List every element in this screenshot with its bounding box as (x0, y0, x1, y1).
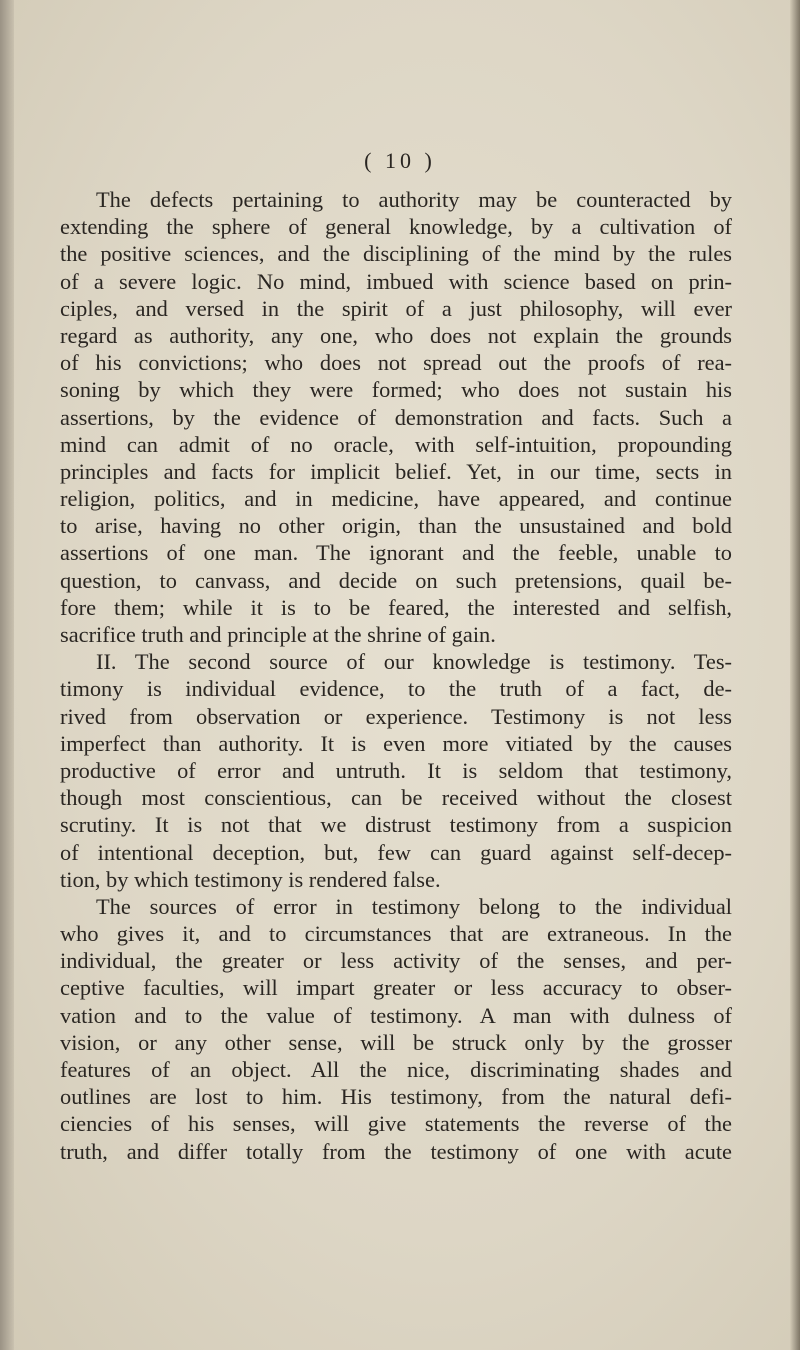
text-line: II. The second source of our knowledge is testimony. Tes- (96, 649, 732, 675)
page-gutter-shadow (0, 0, 14, 1350)
text-line: features of an object. All the nice, discriminating shades and (60, 1057, 732, 1082)
text-line: individual, the greater or less activity of the senses, and per- (60, 948, 732, 974)
page-number: ( 10 ) (364, 148, 436, 173)
text-line: imperfect than authority. It is even more vitiated by the causes (60, 730, 732, 756)
text-line: outlines are lost to him. His testimony, from the natural defi- (60, 1084, 732, 1110)
page-edge-shadow (790, 0, 800, 1350)
text-line: of his convictions; who does not spread out the proofs of rea- (60, 350, 732, 376)
text-line: religion, politics, and in medicine, have appeared, and continue (60, 486, 732, 512)
text-line: vision, or any other sense, will be struck only by the grosser (60, 1029, 732, 1055)
text-line: sacrifice truth and principle at the shrine of gain. (60, 622, 496, 647)
text-line: truth, and differ totally from the testimony of one with acute (60, 1138, 732, 1164)
text-line: tion, by which testimony is rendered false. (60, 866, 441, 892)
text-line: soning by which they were formed; who does not sustain his (60, 377, 732, 403)
text-line: extending the sphere of general knowledge, by a cultivation of (60, 214, 732, 240)
text-line: regard as authority, any one, who does not explain the grounds (60, 322, 732, 348)
text-line: the positive sciences, and the disciplining of the mind by the rules (60, 241, 732, 267)
text-line: to arise, having no other origin, than the unsustained and bold (60, 513, 732, 539)
text-line: The defects pertaining to authority may be counteracted by (96, 187, 732, 212)
text-line: assertions of one man. The ignorant and the feeble, unable to (60, 540, 732, 566)
text-line: of intentional deception, but, few can guard against self-decep- (60, 839, 732, 865)
text-line: vation and to the value of testimony. A man with dulness of (60, 1002, 732, 1028)
text-line: ceptive faculties, will impart greater or less accuracy to obser- (60, 975, 732, 1001)
text-line: scrutiny. It is not that we distrust testimony from a suspicion (60, 812, 732, 838)
text-line: fore them; while it is to be feared, the interested and selfish, (60, 594, 732, 620)
text-line: ciples, and versed in the spirit of a just philosophy, will ever (60, 295, 732, 321)
text-line: timony is individual evidence, to the truth of a fact, de- (60, 676, 732, 702)
text-line: mind can admit of no oracle, with self-intuition, propounding (60, 431, 732, 457)
text-line: rived from observation or experience. Testimony is not less (60, 703, 732, 729)
text-line: The sources of error in testimony belong to the individual (96, 893, 732, 919)
text-line: productive of error and untruth. It is seldom that testimony, (60, 757, 732, 783)
text-line: principles and facts for implicit belief. Yet, in our time, sects in (60, 458, 732, 484)
text-line: ciencies of his senses, will give statements the reverse of the (60, 1111, 732, 1137)
text-line: assertions, by the evidence of demonstration and facts. Such a (60, 404, 732, 430)
text-line: question, to canvass, and decide on such pretensions, quail be- (60, 567, 732, 593)
text-line: though most conscientious, can be received without the closest (60, 785, 732, 811)
body-text (60, 186, 732, 1165)
text-line: of a severe logic. No mind, imbued with science based on prin- (60, 268, 732, 294)
text-line: who gives it, and to circumstances that are extraneous. In the (60, 921, 732, 947)
